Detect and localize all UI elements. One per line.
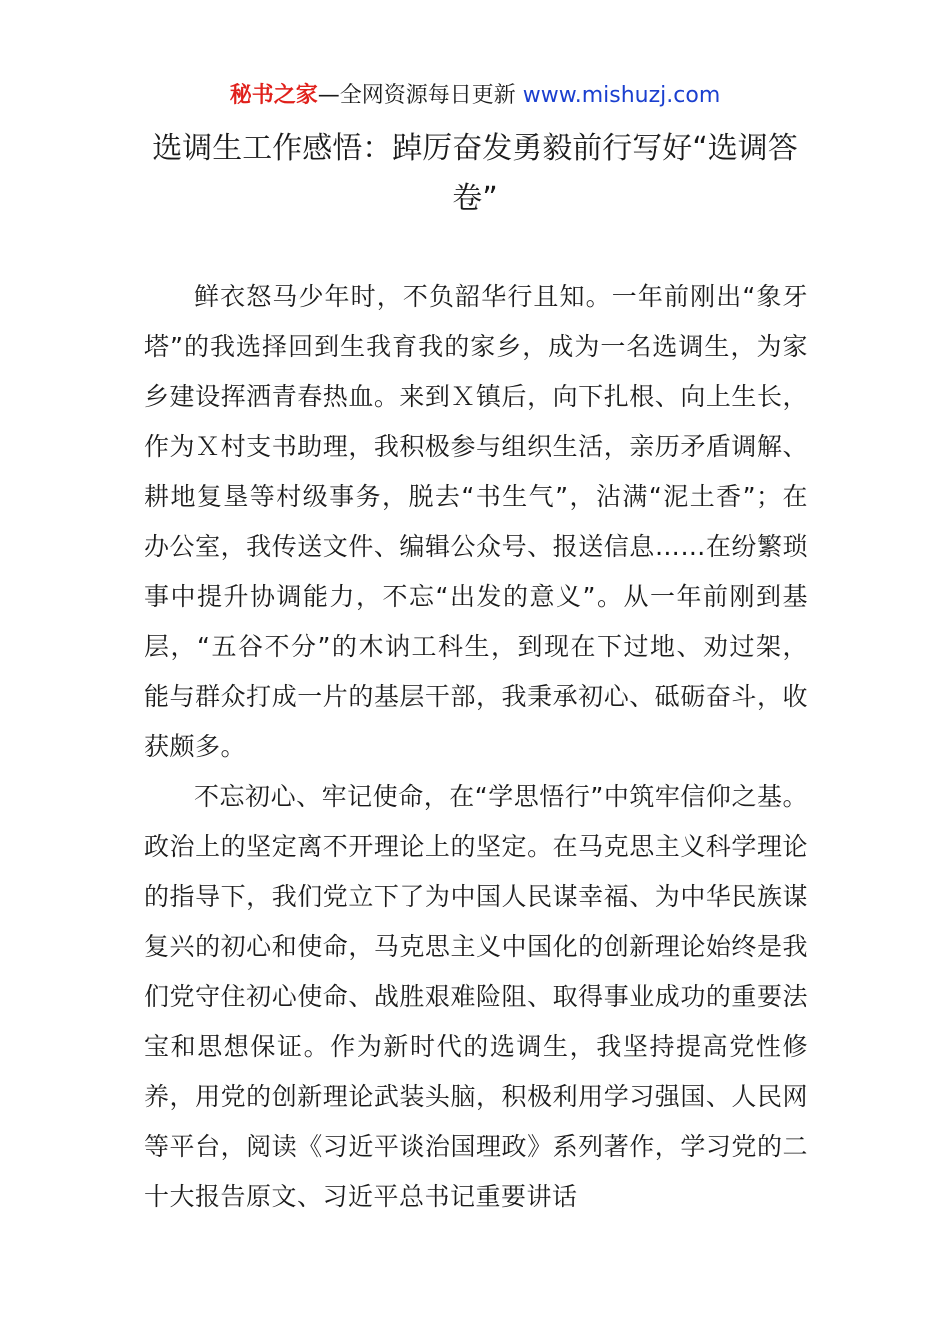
site-brand: 秘书之家 [229, 83, 318, 108]
site-url-link[interactable]: www.mishuzj.com [522, 83, 721, 108]
paragraph: 鲜衣怒马少年时，不负韶华行且知。一年前刚出“象牙塔”的我选择回到生我育我的家乡，成为一名选调生，为家乡建设挥洒青春热血。来到Ｘ镇后，向下扎根、向上生长，作为Ｘ村支书助理，我积极参与组织生活，亲历矛盾调解、耕地复垦等村级事务，脱去“书生气”，沾满“泥土香”；在办公室，我传送文件、编辑公众号、报送信息……在纷繁琐事中提升协调能力，不忘“出发的意义”。从一年前刚到基层，“五谷不分”的木讷工科生，到现在下过地、劝过架，能与群众打成一片的基层干部，我秉承初心、砥砺奋斗，收获颇多。 [144, 282, 808, 761]
site-header [0, 80, 950, 112]
paragraph: 不忘初心、牢记使命，在“学思悟行”中筑牢信仰之基。政治上的坚定离不开理论上的坚定。在马克思主义科学理论的指导下，我们党立下了为中国人民谋幸福、为中华民族谋复兴的初心和使命，马克思主义中国化的创新理论始终是我们党守住初心使命、战胜艰难险阻、取得事业成功的重要法宝和思想保证。作为新时代的选调生，我坚持提高党性修养，用党的创新理论武装头脑，积极利用学习强国、人民网等平台，阅读《习近平谈治国理政》系列著作，学习党的二十大报告原文、习近平总书记重要讲话 [144, 782, 808, 1211]
site-tagline: —全网资源每日更新 [317, 83, 516, 108]
document-title: 选调生工作感悟：踔厉奋发勇毅前行写好“选调答卷” [152, 131, 798, 216]
document-body [144, 272, 808, 1222]
